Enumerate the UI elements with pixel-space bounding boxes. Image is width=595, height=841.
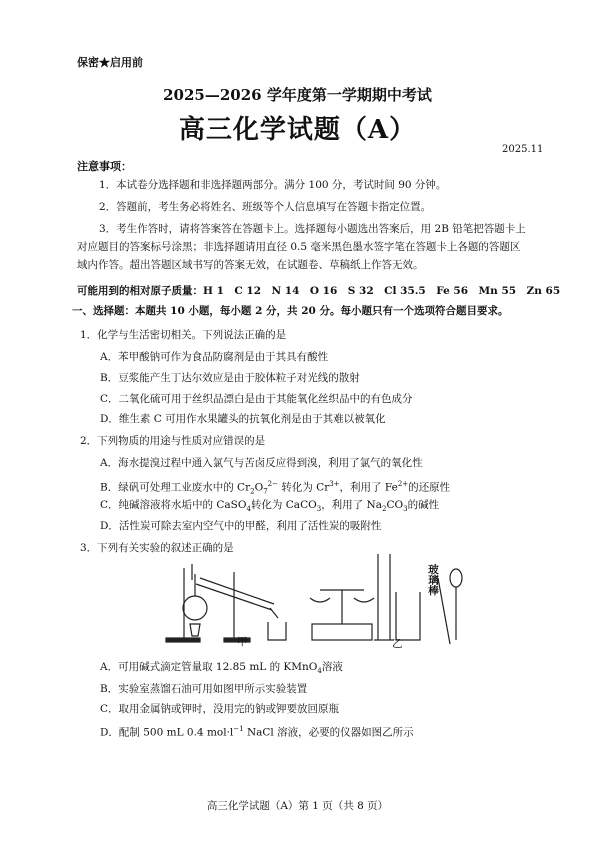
question-2-option-b: B．绿矾可处理工业废水中的 $Cr_2O_7^{2-}$ 转化为 $Cr^{3+}$，利用了 $Fe^{2+}$的还原性: [100, 480, 451, 496]
notice-item-1: 1．本试卷分选择题和非选择题两部分。满分 100 分，考试时间 90 分钟。: [99, 179, 447, 191]
page-title: 高三化学试题（A）: [178, 115, 417, 145]
question-1-option-a: A．苯甲酸钠可作为食品防腐剂是由于其具有酸性: [100, 351, 329, 363]
question-1-stem: 1．化学与生活密切相关。下列说法正确的是: [80, 329, 287, 341]
figure-label-yi: 乙: [392, 638, 403, 650]
question-3-option-a: A．可用碱式滴定管量取 12.85 mL 的 KMnO$_4$溶液: [100, 661, 343, 676]
figure-label-jia: 甲: [237, 636, 248, 648]
notice-heading: 注意事项：: [77, 160, 132, 173]
balance-base: [312, 624, 372, 640]
question-2-option-c: C．纯碱溶液将水垢中的 CaSO$_4$转化为 CaCO$_3$，利用了 $Na_2CO_3$的碱性: [100, 499, 440, 514]
beaker-icon: [396, 592, 420, 640]
question-3-option-d: D．配制 500 mL 0.4 $mol\cdot l^{-1}$ NaCl 溶液，必要的仪器如图乙所示: [100, 725, 414, 739]
balance-pan-right: [354, 598, 374, 602]
ring-stand-base: [166, 638, 200, 642]
question-3-stem: 3．下列有关实验的叙述正确的是: [80, 542, 234, 554]
page-footer: 高三化学试题（A）第 1 页（共 8 页）: [206, 800, 389, 812]
question-1-option-c: C．二氧化硫可用于丝织品漂白是由于其能氧化丝织品中的有色成分: [100, 393, 413, 405]
dropper-bulb-icon: [450, 569, 462, 587]
notice-item-2: 2．答题前，考生务必将姓名、班级等个人信息填写在答题卡指定位置。: [99, 201, 432, 213]
atomic-mass-line: 可能用到的相对原子质量：H 1 C 12 N 14 O 16 S 32 Cl 35.5 Fe 56 Mn 55 Zn 65: [77, 285, 561, 297]
exam-year-title: 2025—2026 学年度第一学期期中考试: [163, 86, 432, 104]
notice-item-3: 3．考生作答时，请将答案答在答题卡上。选择题每小题选出答案后，用 2B 铅笔把答题卡上对应题目的答案标号涂黑；非选择题请用直径 0.5 毫米黑色墨水签字笔在答题卡上各题的答题区域内作答。超出答题区域书写的答案无效，在试题卷、草稿纸上作答无效。: [77, 223, 526, 271]
question-2-option-a: A．海水提溴过程中通入氯气与苦卤反应得到溴，利用了氯气的氧化性: [100, 457, 423, 469]
question-1-option-d: D．维生素 C 可用作水果罐头的抗氧化剂是由于其难以被氧化: [100, 413, 386, 425]
receiving-flask: [268, 622, 286, 640]
question-3-option-c: C．取用金属钠或钾时，没用完的钠或钾要放回原瓶: [100, 703, 340, 715]
distilling-flask: [183, 596, 207, 620]
confidential-label: 保密★启用前: [77, 56, 143, 69]
question-2-option-d: D．活性炭可除去室内空气中的甲醛，利用了活性炭的吸附性: [100, 520, 382, 532]
exam-date: 2025.11: [502, 144, 544, 155]
burner-icon: [190, 624, 200, 636]
question-1-option-b: B．豆浆能产生丁达尔效应是由于胶体粒子对光线的散射: [100, 372, 360, 384]
balance-pan-left: [310, 598, 330, 602]
question-2-stem: 2．下列物质的用途与性质对应错误的是: [80, 435, 266, 447]
question-3-option-b: B．实验室蒸馏石油可用如图甲所示实验装置: [100, 683, 308, 695]
figure-label-glass-rod: 玻璃棒: [427, 564, 439, 596]
apparatus-figure: [150, 548, 480, 650]
section-one-heading: 一、选择题：本题共 10 小题，每小题 2 分，共 20 分。每小题只有一个选项符合题目要求。: [72, 305, 509, 317]
